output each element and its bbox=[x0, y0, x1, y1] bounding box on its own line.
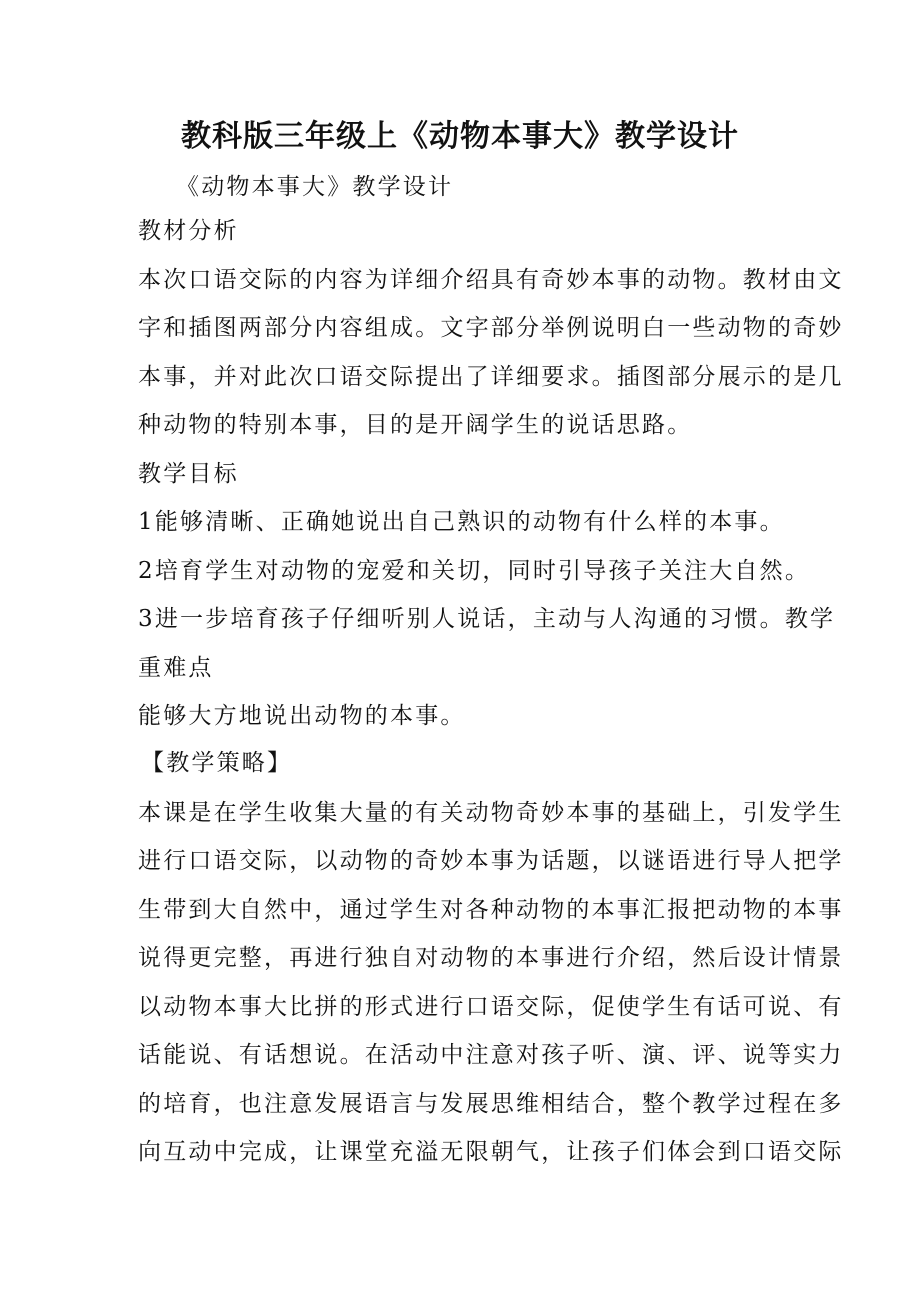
goal-item-3: 3进一步培育孩子仔细听别人说话，主动与人沟通的习惯。教学 bbox=[138, 606, 836, 632]
goal-item-1: 1能够清晰、正确她说出自己熟识的动物有什么样的本事。 bbox=[138, 509, 785, 535]
paragraph-line: 的培育，也注意发展语言与发展思维相结合，整个教学过程在多 bbox=[138, 1091, 844, 1117]
heading-teaching-strategy: 【教学策略】 bbox=[141, 750, 293, 776]
heading-teaching-goals: 教学目标 bbox=[138, 461, 239, 487]
paragraph-line: 向互动中完成，让课堂充溢无限朝气，让孩子们体会到口语交际 bbox=[138, 1139, 844, 1165]
heading-textbook-analysis: 教材分析 bbox=[138, 218, 239, 244]
paragraph-line: 本事，并对此次口语交际提出了详细要求。插图部分展示的是几 bbox=[138, 364, 844, 390]
paragraph-line: 本次口语交际的内容为详细介绍具有奇妙本事的动物。教材由文 bbox=[138, 267, 844, 293]
document-subtitle: 《动物本事大》教学设计 bbox=[176, 174, 454, 200]
paragraph-line: 字和插图两部分内容组成。文字部分举例说明白一些动物的奇妙 bbox=[138, 315, 844, 341]
goal-item-2: 2培育学生对动物的宠爱和关切，同时引导孩子关注大自然。 bbox=[138, 558, 811, 584]
key-difficulty-text: 能够大方地说出动物的本事。 bbox=[138, 703, 466, 729]
paragraph-line: 进行口语交际，以动物的奇妙本事为话题，以谜语进行导人把学 bbox=[138, 848, 844, 874]
paragraph-line: 生带到大自然中，通过学生对各种动物的本事汇报把动物的本事 bbox=[138, 897, 844, 923]
paragraph-line: 话能说、有话想说。在活动中注意对孩子听、演、评、说等实力 bbox=[138, 1042, 844, 1068]
heading-key-difficulties: 重难点 bbox=[138, 655, 214, 681]
paragraph-line: 种动物的特别本事，目的是开阔学生的说话思路。 bbox=[138, 412, 693, 438]
paragraph-line: 本课是在学生收集大量的有关动物奇妙本事的基础上，引发学生 bbox=[138, 800, 844, 826]
paragraph-line: 以动物本事大比拼的形式进行口语交际，促使学生有话可说、有 bbox=[138, 994, 844, 1020]
paragraph-line: 说得更完整，再进行独自对动物的本事进行介绍，然后设计情景 bbox=[138, 945, 844, 971]
document-title: 教科版三年级上《动物本事大》教学设计 bbox=[181, 119, 739, 154]
